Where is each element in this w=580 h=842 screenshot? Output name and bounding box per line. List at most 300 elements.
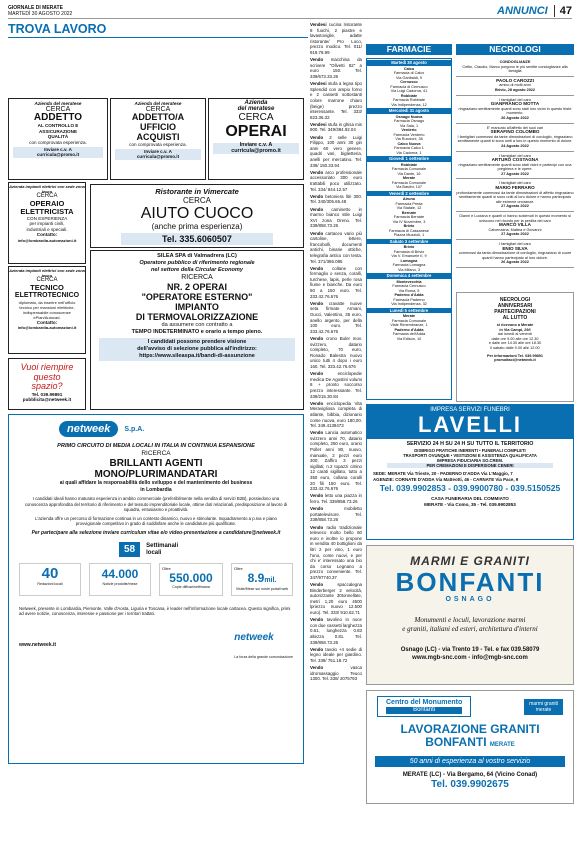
classified-keyword: Vendo — [310, 646, 326, 652]
ad-contact: Inviare c.v. A — [44, 146, 72, 152]
info-line: e dalle ore 14.30 alle ore 18.30 — [488, 341, 542, 346]
necrologio-text: profondamente commossi da tante dimostrazioni di affetto ringraziano sentitamente quanti si sono uniti al loro dolore e hanno partecipato alle estreme onoranze. — [456, 190, 574, 204]
necrologio-heading: I famigliari del caro — [499, 181, 531, 186]
classified-ad — [310, 336, 362, 370]
ad-title: ADDETTO/A — [131, 112, 185, 123]
ad-line: AL CONTROLLO E — [37, 123, 79, 129]
centro-headline: LAVORAZIONE GRANITI — [400, 722, 540, 736]
classified-text: cravatte nuove seta firmate Armani, Gucci, Valentino, 35 euro, anello argento, per della 100 euro. Tel. 333.42.76.676 — [310, 300, 362, 334]
stat-value: 550.000 — [169, 571, 213, 586]
farmacie-entry: Calco — [403, 66, 415, 71]
farmacie-day: Sabato 3 settembre — [367, 239, 451, 245]
ad-netweek — [8, 414, 304, 764]
necrologio — [456, 240, 574, 268]
info-title: NECROLOGI — [499, 297, 531, 303]
classified-keyword: Vendo — [310, 430, 326, 436]
ad-title: ACQUISTI — [136, 132, 180, 143]
paper-name: GIORNALE DI MERATE — [8, 5, 63, 11]
masthead — [8, 6, 72, 17]
classified-text: stufa in ghisa mis 900. Tel. 349/384.92.04 — [310, 121, 362, 133]
stat-settimanali: Settimanali — [146, 542, 179, 549]
ad-title: IMPIANTO — [175, 302, 219, 312]
classified-text: caminetto in marmo bianco stile Luigi XVI zona Oreno. Tel. 339/858.73.26 — [310, 206, 362, 229]
classified-text: tavolo +4 sedie di legno ideale per giardino. Tel. 339/ 751.18.72 — [310, 646, 362, 663]
netweek-logo-footer: netweek — [234, 631, 274, 643]
farmacie-entry: Via IV Novembre, 3 — [392, 219, 426, 224]
classified-text: enciclopedia Vita Meravigliosa completa di atlante, bibbia, dizionario come nuova, euro 180,00. Tel. 349.4139473 — [310, 400, 362, 429]
farmacie-entry: Via V. Emanuele II, 9 — [391, 254, 427, 258]
section-title: ANNUNCI — [497, 5, 548, 17]
ad-cerca: RICERCA — [141, 450, 171, 457]
ad-line: con comprovata esperienza. — [29, 139, 87, 145]
ad-cerca: CERCA — [45, 105, 71, 113]
ad-paragraph: I candidati ideali hanno maturato esperienza in ambito commerciale (preferibilmente nella vendita di servizi B2B), possiedono una conoscenza approfondita del territorio di riferimento e del tessuto imprenditoriale locale, ottime doti relazionali, predisposizione al lavoro di squadra, entusiasmo e proattività. — [24, 496, 288, 513]
farmacie-entry: Farmacia Preda — [395, 201, 423, 206]
classified-ad — [310, 301, 362, 335]
lavelli-phone: Tel. 039.9902853 - 039.9900780 - 039.5150525 — [379, 483, 561, 494]
ad-email: curricula@promo.it — [231, 147, 281, 154]
farmacie-entry: Via Milano, 3 — [398, 267, 420, 272]
bonfanti-address: Osnago (LC) - via Trento 19 - Tel. e fax 039.58079 — [400, 647, 540, 653]
necrologio — [456, 77, 574, 96]
farmacie-entry: Via Sala, 1 — [399, 123, 419, 128]
ad-title: OPERAI — [225, 123, 287, 141]
farmacie-entry: Cernusco — [400, 80, 418, 84]
ad-link[interactable]: https://www.sileaspa.it/bandi-di-assunzione — [139, 353, 255, 359]
classified-ad — [310, 525, 362, 581]
farmacie-entry: Via Cadorna, 1 — [396, 150, 422, 155]
ad-line: TEMPO INDETERMINATO e orario a tempo pieno. — [131, 329, 263, 335]
classified-keyword: Vendo — [310, 582, 338, 588]
stat-card — [89, 563, 151, 595]
stat-locali: locali — [146, 549, 162, 556]
bonfanti-web[interactable]: www.mgb-snc.com - info@mgb-snc.com — [412, 655, 528, 661]
ad-line: dell'avviso di selezione pubblica all'indirizzo: — [137, 346, 257, 352]
stat-value: 44.000 — [101, 567, 139, 582]
bonfanti-city: OSNAGO — [445, 596, 495, 603]
lavelli-line: PER CREMAZIONI E DISPERSIONE CENERI — [387, 463, 553, 468]
necrologio-heading: CONDOGLIANZE — [499, 60, 531, 64]
farmacie-entry: Via Baslini, 107 — [395, 185, 423, 189]
necrologio — [456, 96, 574, 124]
info-email: promoitaci@netweek.it — [494, 358, 536, 363]
farmacie-entry: Farmacia di Calco — [393, 71, 425, 75]
ad-email: pubblicita@netweek.it — [22, 397, 72, 403]
necrologio-heading: Gianni e Luciana e quanti ci hanno sostenuti in questo momento si uniscono nel ricordo per la perdita del caro — [459, 214, 571, 223]
ad-intro: del meratese — [237, 105, 275, 112]
farmacie-entry: Piazza Muzzioli, 1 — [393, 233, 425, 237]
classified-keyword: Vendesi — [310, 121, 328, 127]
farmacie-entry: Brivio — [403, 245, 415, 249]
stat-card — [159, 563, 223, 595]
classified-ad — [310, 582, 362, 616]
ad-contact: Contatto: — [36, 319, 58, 325]
centro-name: Centro del Monumento — [386, 699, 463, 706]
farmacie-entry: Via Edison, 10 — [396, 336, 422, 341]
ad-line: ePlan/Autocad. — [33, 314, 61, 320]
lavelli-casa-address: MERATE - Via Como, 35 - Tel. 039.9902853 — [424, 502, 516, 508]
necrologio-date: 27 Agosto 2022 — [501, 171, 529, 176]
page-number: 47 — [554, 5, 572, 17]
ad-email: info@lombardia-automazioni.it — [17, 237, 77, 243]
ad-contact: Inviare c.v. A — [144, 148, 172, 154]
classified-text: 2 selle Luigi Filippo, 100 anni 30 gin anni 60 vero genere, quadri vari, biglietteria, anelli per mercatino. Tel. 339/ 150.33.94 — [310, 134, 362, 168]
classified-text: collane con fermaglio o senza, coralli, turchese, lapis, perle rosa fiume e bianche. Da euro 50 a 150 euro. Tel. 333.42.76.676 — [310, 265, 362, 299]
necrologio-heading: I famigliari del caro — [499, 153, 531, 158]
classified-text: crono Buler mov. svizzero, datario completo, 70 euro, Ronado Balestra nuovo unico tutti 4 dopo i euro 160. Tel. 333.42.76.676 — [310, 336, 362, 369]
info-title: AL LUTTO — [502, 315, 528, 321]
farmacie-entry: Robbiate — [400, 162, 418, 167]
ad-ufficio-acquisti — [110, 98, 206, 180]
classified-keyword: Vendo — [310, 371, 338, 377]
ad-contact: Inviare c.v. A — [239, 142, 273, 149]
farmacie-entry: Farmacia Comunale — [391, 180, 427, 185]
classified-text: betoniera litri 300. Tel. 340/305.66.48 — [310, 193, 362, 205]
stat-label: Copie diffuse/settimana — [172, 585, 210, 590]
farmacie-entry: Via Garibaldi, 9 — [396, 75, 422, 80]
lavelli-address: SEDE: MERATE Via Trieste, 20 - PADERNO D'ADDA Via L'Maggio, 7 — [373, 471, 513, 477]
stat-label: Visite/Mese sui nostri portali web — [235, 587, 289, 592]
classified-ad — [310, 57, 362, 79]
stat-prefix: Oltre — [234, 566, 243, 572]
ad-line: diplomato, da inserire nell'ufficio — [18, 299, 76, 305]
lavelli-line: SERVIZIO 24 H SU 24 H SU TUTTO IL TERRITORIO — [406, 441, 534, 447]
farmacie-entry: Farmacia Robbiate — [392, 98, 426, 102]
stat-label: Notizie prodotte/mese — [102, 582, 138, 587]
ad-title: NR. 2 OPERAI — [166, 282, 227, 292]
ad-email: info@lombardia-automazioni.it — [17, 325, 77, 331]
ad-title: ELETTRICISTA — [20, 206, 74, 216]
ad-title: spazio? — [31, 381, 63, 391]
stat-unit: mil. — [264, 577, 277, 585]
info-phone: Per informazioni Tel. 039.99891 — [486, 353, 544, 358]
farmacie-day: Lunedì 5 settembre — [367, 308, 451, 314]
farmacie-entry: Viale Rimembranze, 1 — [390, 323, 428, 327]
classified-ad — [310, 207, 362, 229]
ad-title: BRILLANTI AGENTI — [109, 458, 203, 469]
classified-ad — [310, 371, 362, 399]
classified-keyword: Vendo — [310, 134, 330, 140]
farmacie-entry: Via Luigi Cadorna, 41 — [390, 89, 428, 93]
ad-vuoi-riempire — [8, 358, 86, 410]
necrologio-text: I famigliari commossi da tante dimostrazioni di cordoglio, ringraziano sentitamente quanti si sono uniti a loro in questo momento di dolore. — [457, 134, 573, 144]
stat-label: Redazioni locali — [37, 582, 63, 587]
classified-column — [310, 22, 362, 802]
classified-keyword: Vendo — [310, 206, 332, 212]
farmacie-entry: Montevecchia — [396, 279, 422, 284]
classified-keyword: Vendo — [310, 193, 326, 199]
farmacie-entry: Paderno d'Adda — [394, 293, 424, 297]
ad-paragraph: Per partecipare alla selezione inviare curriculum vitae e/o video-presentazione a candidature@netweek.it — [31, 529, 281, 536]
centro-city: MERATE — [489, 742, 515, 748]
trova-lavoro-title: TROVA LAVORO — [8, 22, 107, 36]
necrologio-text: ringraziano sentitamente quanti sono stati vicini e partecipi con una preghiera e le opere. — [458, 162, 572, 172]
ad-operaio-elettricista — [8, 182, 86, 264]
farmacie-entry: Via Indipendenza, 12 — [391, 102, 427, 107]
necrologio — [456, 152, 574, 180]
necrologio-name: ENIO SILVA — [502, 245, 528, 251]
farmacie-entry: Airuno — [402, 197, 416, 201]
classified-ad — [310, 194, 362, 205]
classified-ad — [310, 122, 362, 133]
farmacie-entry: Farmacia di Cassanese — [389, 228, 429, 233]
classified-keyword: Vendesi — [310, 81, 328, 87]
ad-line: QUALITÀ — [47, 134, 69, 140]
issue-date: MARTEDÌ 30 AGOSTO 2022 — [8, 10, 73, 17]
info-line: si ricevono a Merate — [496, 323, 534, 327]
farmacie-entry: Via Statale, 12 — [396, 206, 422, 210]
classified-keyword: Vendo — [310, 524, 327, 530]
ad-intro: PRIMO CIRCUITO DI MEDIA LOCALI IN ITALIA IN CONTINUA ESPANSIONE — [57, 443, 255, 449]
lavelli-line: IMPRESA FIDUCIARIA SO.CREM. — [437, 458, 503, 463]
farmacie-entry: Farmacia Calco 1 — [394, 146, 424, 150]
ad-email: curricula@promo.it — [36, 152, 80, 158]
centro-logo-text: marmi graniti — [529, 700, 558, 707]
ad-aiuto-cuoco — [90, 184, 304, 248]
farmacie-day: Giovedì 1 settembre — [367, 156, 451, 162]
necrologi-list — [456, 58, 574, 290]
necrologio-name: GIANFRANCO MOTTA — [490, 101, 540, 107]
ad-operai — [208, 98, 304, 180]
classified-ad — [310, 506, 362, 523]
ad-paragraph: L'azienda offre un percorso di formazione continua in un contesto dinamico, nuovo e stimolante. Inquadramento a p.Iva e piano provvigionale competitivo in grado di soddisfare anche le candidature più qualificate. — [35, 515, 277, 527]
netweek-spa: S.p.A. — [124, 425, 145, 433]
ad-paragraph: Netweek, presente in Lombardia, Piemonte, Valle d'Aosta, Liguria e Toscana, è leader nell'informazione locale cartacea. Questo significa, primi ad avere notizie, conoscenza, interesse e passione per i territori trattati. — [19, 605, 291, 617]
farmacie-entry: Farmacia Lomagna — [392, 263, 426, 267]
ad-title: AIUTO CUOCO — [140, 205, 254, 222]
netweek-tagline: La forza della grande comunicazione — [234, 654, 293, 659]
farmacie-entry: Lomagna — [400, 258, 418, 263]
farmacie-entry: Robbiate — [400, 93, 418, 98]
ad-cerca: CERCA — [36, 277, 58, 283]
necrologio-heading: I famigliari del caro — [499, 242, 531, 246]
ad-cerca: CERCA — [238, 112, 274, 124]
info-line: dal lunedì al venerdì — [497, 332, 533, 337]
ad-tecnico-elettrotecnico — [8, 266, 86, 354]
necrologio-date: 27 Agosto 2022 — [501, 204, 529, 209]
bonfanti-name: BONFANTI — [395, 567, 545, 597]
classified-keyword: Vendo — [310, 493, 325, 499]
ad-lavelli — [366, 404, 574, 540]
ad-line: con comprovata esperienza. — [129, 142, 187, 148]
ad-title: "OPERATORE ESTERNO" — [141, 292, 253, 302]
farmacie-entry: Via Indipendenza, 32 — [391, 302, 427, 306]
info-line: dalle ore 9.00 alle ore 12.30 — [491, 336, 539, 341]
ad-email: curricula@promo.it — [136, 154, 180, 160]
ad-bonfanti-osnago — [366, 545, 574, 685]
necrologio-name: MARIO FERRARO — [495, 185, 535, 191]
classified-text: vasca idromassaggio Teuco 1300. Tel. 338/ 2075793 — [310, 665, 362, 682]
ad-title: questo — [33, 371, 61, 382]
ad-intro: Operatore pubblico di riferimento regionale — [139, 260, 255, 266]
farmacie-day: Martedì 30 agosto — [367, 60, 451, 66]
classified-keyword: Vendo — [310, 169, 326, 175]
necrologio-text: commossi da tanta dimostrazione di cordoglio, ringraziano di cuore quanti hanno partecipato al loro dolore. — [458, 251, 572, 260]
farmacie-day: Venerdì 2 settembre — [367, 191, 451, 197]
classified-ad — [310, 430, 362, 492]
lavelli-address: AGENZIE: CORNATE D'ADDA Via Matteotti, 46 - CARNATE Via Pace, 9 — [373, 477, 519, 483]
farmacie-entry: Paderno d'Adda — [394, 327, 424, 332]
farmacie-entry: Via Roma, 5 — [398, 288, 420, 293]
farmacie-entry: Via Dante, 16 — [397, 171, 421, 176]
farmacie-entry: Farmacia dell'Adda — [392, 332, 426, 336]
stat-prefix: Oltre — [162, 566, 171, 572]
lavelli-subtitle: IMPRESA SERVIZI FUNEBRI — [430, 407, 510, 413]
ad-line: indispensabile conoscenze — [23, 309, 71, 315]
ad-intro: Azienda del meratese — [134, 101, 182, 106]
stat-card — [19, 563, 81, 595]
necrologio — [456, 212, 574, 240]
classified-keyword: Vendo — [310, 400, 327, 406]
farmacie-entry: Merate — [402, 176, 416, 180]
centro-logo-text: merate — [535, 706, 552, 713]
ad-phone: Tel. 335.6060507 — [121, 233, 273, 245]
ad-title: Vuoi riempire — [20, 362, 74, 372]
farmacie-entry: Merate — [402, 314, 416, 318]
classified-ad — [310, 401, 362, 429]
ad-cerca: CERCA — [182, 196, 211, 205]
necrologio-date: 27 Agosto 2022 — [501, 232, 529, 237]
farmacie-entry: Farmacia Comunale — [391, 318, 427, 323]
ad-title: OPERAIO — [29, 198, 65, 208]
ad-line: da assumere con contratto a — [161, 322, 233, 328]
necrologio-text: ringraziano sentitamente quanti sono stati loro vicini in questo triste momento. — [458, 106, 572, 116]
classified-keyword: Vendo — [310, 617, 327, 623]
farmacie-entry: Osnago Nuova — [395, 114, 423, 119]
farmacie-entry: Verderio — [401, 128, 417, 132]
farmacie-entry: Calco Nuova — [397, 141, 421, 146]
classified-keyword: Vendo — [310, 506, 345, 512]
info-title: PARTECIPAZIONI — [494, 309, 536, 315]
classified-text: tavolino in noce con due cassetti larghezza 0.61, lunghezza 0.83 altezza 0.81. Tel. 339/858.73.26 — [310, 617, 362, 645]
ad-intro: Azienda impianti elettrici con sede zona lecco — [9, 184, 85, 194]
netweek-link[interactable]: www.netweek.it — [19, 641, 57, 648]
ad-cerca: RICERCA — [181, 274, 213, 281]
ad-title: DI TERMOVALORIZZAZIONE — [135, 312, 259, 322]
trova-lavoro-rule — [8, 37, 308, 38]
classified-ad — [310, 493, 362, 504]
ad-line: I candidati possono prendere visione — [147, 339, 247, 345]
necrologio — [456, 58, 574, 77]
stat-value: 40 — [41, 565, 59, 583]
lavelli-line: DISBRIGO PRATICHE INERENTI • FUNERALI COMPLETI — [414, 447, 526, 453]
ad-silea-operai — [90, 250, 304, 410]
classified-text: radio tradizionale televeco molto bello 60 euro e inoltre io propone in vendita 40 bottiglioni da litri 2 per vino, 1 euro l'uno, come nuovi, e per chi e' interessato una bio da corso Legnano a prezzo conveniente. Tel. 347/97740.37 — [310, 524, 362, 580]
classified-text: letto una piazza in ferro. Tel. 339/858.73.26 — [310, 493, 362, 504]
ad-line: ai quali affidare la responsabilità dello sviluppo e del mantenimento del business — [59, 480, 253, 486]
info-line: in Via Campi, 29/l — [499, 327, 531, 332]
necrologio-name: SERAFINO COLOMBO — [490, 129, 540, 135]
ad-title: ADDETTO — [33, 112, 83, 124]
classified-ad — [310, 647, 362, 664]
classified-text: enciclopedie medica De Agostini volumi 8 + pronto soccorso prezzo interessante. Tel. 339/215.30.84 — [310, 371, 362, 399]
farmacie-entry: Farmacia Paderno — [393, 297, 425, 302]
ad-line: ASSICURAZIONE — [38, 128, 78, 134]
ad-contact: Contatto: — [36, 232, 58, 238]
classified-ad — [310, 170, 362, 192]
bonfanti-subtitle: MARMI E GRANITI — [410, 554, 530, 568]
classified-ad — [310, 22, 362, 56]
centro-headline: BONFANTI — [425, 735, 487, 749]
stat-card — [231, 563, 293, 595]
ad-line: tecnico per mansioni elettriche, — [19, 304, 75, 310]
classified-keyword: Vendo — [310, 336, 326, 341]
farmacie-entry: Bernate — [401, 210, 417, 215]
ad-intro: SILEA SPA di Valmadrera (LC) — [157, 253, 237, 259]
ad-line: (anche prima esperienza) — [151, 222, 243, 231]
necrologio-heading: E' mancato all'affetto dei suoi cari — [486, 125, 544, 130]
necrologio-name: ARTURO COSTAGNA — [491, 157, 539, 163]
info-title: ANNIVERSARI — [497, 303, 533, 309]
necrologio-name: PAOLO CAROZZI — [496, 77, 534, 83]
ad-title: ELETTROTECNICO — [14, 291, 80, 299]
necrologi-info-box — [456, 292, 574, 402]
classified-text: stufa a legna tipo Splendid con ampio forno e 2 cassetti sottostanti colore marrone chiaro (beige) prezzo interessante. Tel. 333/ 823.36.32 — [310, 81, 362, 120]
ad-centro-monumento — [366, 690, 574, 804]
centro-brand: Bonfanti — [386, 707, 462, 714]
farmacie-day: Domenica 4 settembre — [367, 273, 451, 279]
necrologi-title: NECROLOGI — [456, 44, 574, 55]
necrologio-date: 24 Agosto 2022 — [501, 143, 529, 148]
ad-title: MONO/PLURIMANDATARI — [94, 469, 218, 480]
section-header — [497, 5, 572, 17]
necrologio-name: MARCO VILLA — [499, 222, 531, 228]
ad-line: per impianti civili, — [29, 221, 65, 227]
ad-line: industriali e speciali. — [26, 226, 68, 232]
classified-text: cartaceo vario più cartoline, lettere, francobolli, documenti antichi, binarie ottiche, telegrafia antico con testa. Tel. 371/386.085 — [310, 230, 362, 264]
farmacie-entry: Farmacia di Cernusco — [390, 84, 428, 89]
farmacie-entry: Via Ruccioni, 36 — [395, 137, 423, 141]
classified-text: Lancia automatico svizzero anni 70, datario completo, 250 euro, orario Pollet anni 80, nuovo, manuale, 2 pezzi euro 300; Zaffiro 3 pezzi sigillati; n.2 topazzi citrino 12 carati sigillato, tutto a 350 euro, collana coralli 20 fili 150 euro. Tel. 333.42.76.676 — [310, 430, 362, 492]
classified-ad — [310, 231, 362, 265]
farmacie-day: Mercoledì 31 agosto — [367, 108, 451, 114]
lavelli-name: LAVELLI — [417, 412, 523, 437]
classified-keyword: Vendo — [310, 265, 333, 271]
classified-keyword: Vendo — [310, 57, 331, 63]
classified-ad — [310, 135, 362, 169]
classified-text: spaccalegna Binderberger 2 velocità, autorizzante 30tonnellate, metri 1,20 euro 4500 lpriezzo nuovo 12.500 euro). Tel. 333/ 910.62.71 — [310, 582, 362, 616]
classified-text: cucina ristorante 8 fuochi, 2 piastre e lavastoviglie, adatte ristorante/ Pro Loco, prezzo modico. Tel. 011/ 919.78.99 — [310, 22, 362, 55]
farmacie-entry: Farmacia di Brivio — [393, 249, 425, 254]
ad-intro: nel settore della Circular Economy — [150, 267, 243, 273]
necrologio — [456, 179, 574, 212]
ad-cerca: CERCA — [145, 105, 171, 113]
classified-ad — [310, 665, 362, 682]
necrologio — [456, 124, 574, 152]
farmacie-entry: Farmacia Cernusco — [392, 284, 426, 288]
classified-keyword: Vendo — [310, 300, 329, 306]
classified-text: macchina da scrivere "Olivetti 82" a euro 150. Tel. 339/673.33.26 — [310, 57, 362, 79]
farmacie-entry: Farmacia Bernate — [393, 215, 425, 219]
necrologio-text: amico di molti anni — [499, 83, 531, 88]
classified-keyword: Vendo — [310, 230, 326, 236]
netweek-logo: netweek — [59, 421, 118, 437]
lavelli-casa-funeraria: CASA FUNERARIA DEL COMMIATO — [431, 496, 509, 502]
necrologio-heading: I famigliari del caro — [499, 97, 531, 102]
farmacie-entry: Farmacia Verderio — [393, 132, 425, 137]
farmacie-title: FARMACIE — [366, 44, 452, 55]
stat-58: 58 — [119, 542, 140, 557]
centro-tagline: 50 anni di esperienza al vostro servizio — [375, 756, 565, 767]
ad-cerca: CERCA — [36, 193, 58, 199]
ad-title: TECNICO — [30, 282, 64, 292]
lavelli-line: TRASPORTI OVUNQUE • VESTIZIONI E ASSISTENZA QUALIFICATA — [403, 452, 537, 458]
necrologio-date: 26 Agosto 2022 — [501, 115, 529, 120]
farmacie-list — [366, 58, 452, 400]
necrologio-date: Brivio, 28 agosto 2022 — [494, 87, 536, 92]
ad-title: UFFICIO — [140, 122, 176, 133]
ad-line: in Lombardia — [140, 486, 172, 493]
